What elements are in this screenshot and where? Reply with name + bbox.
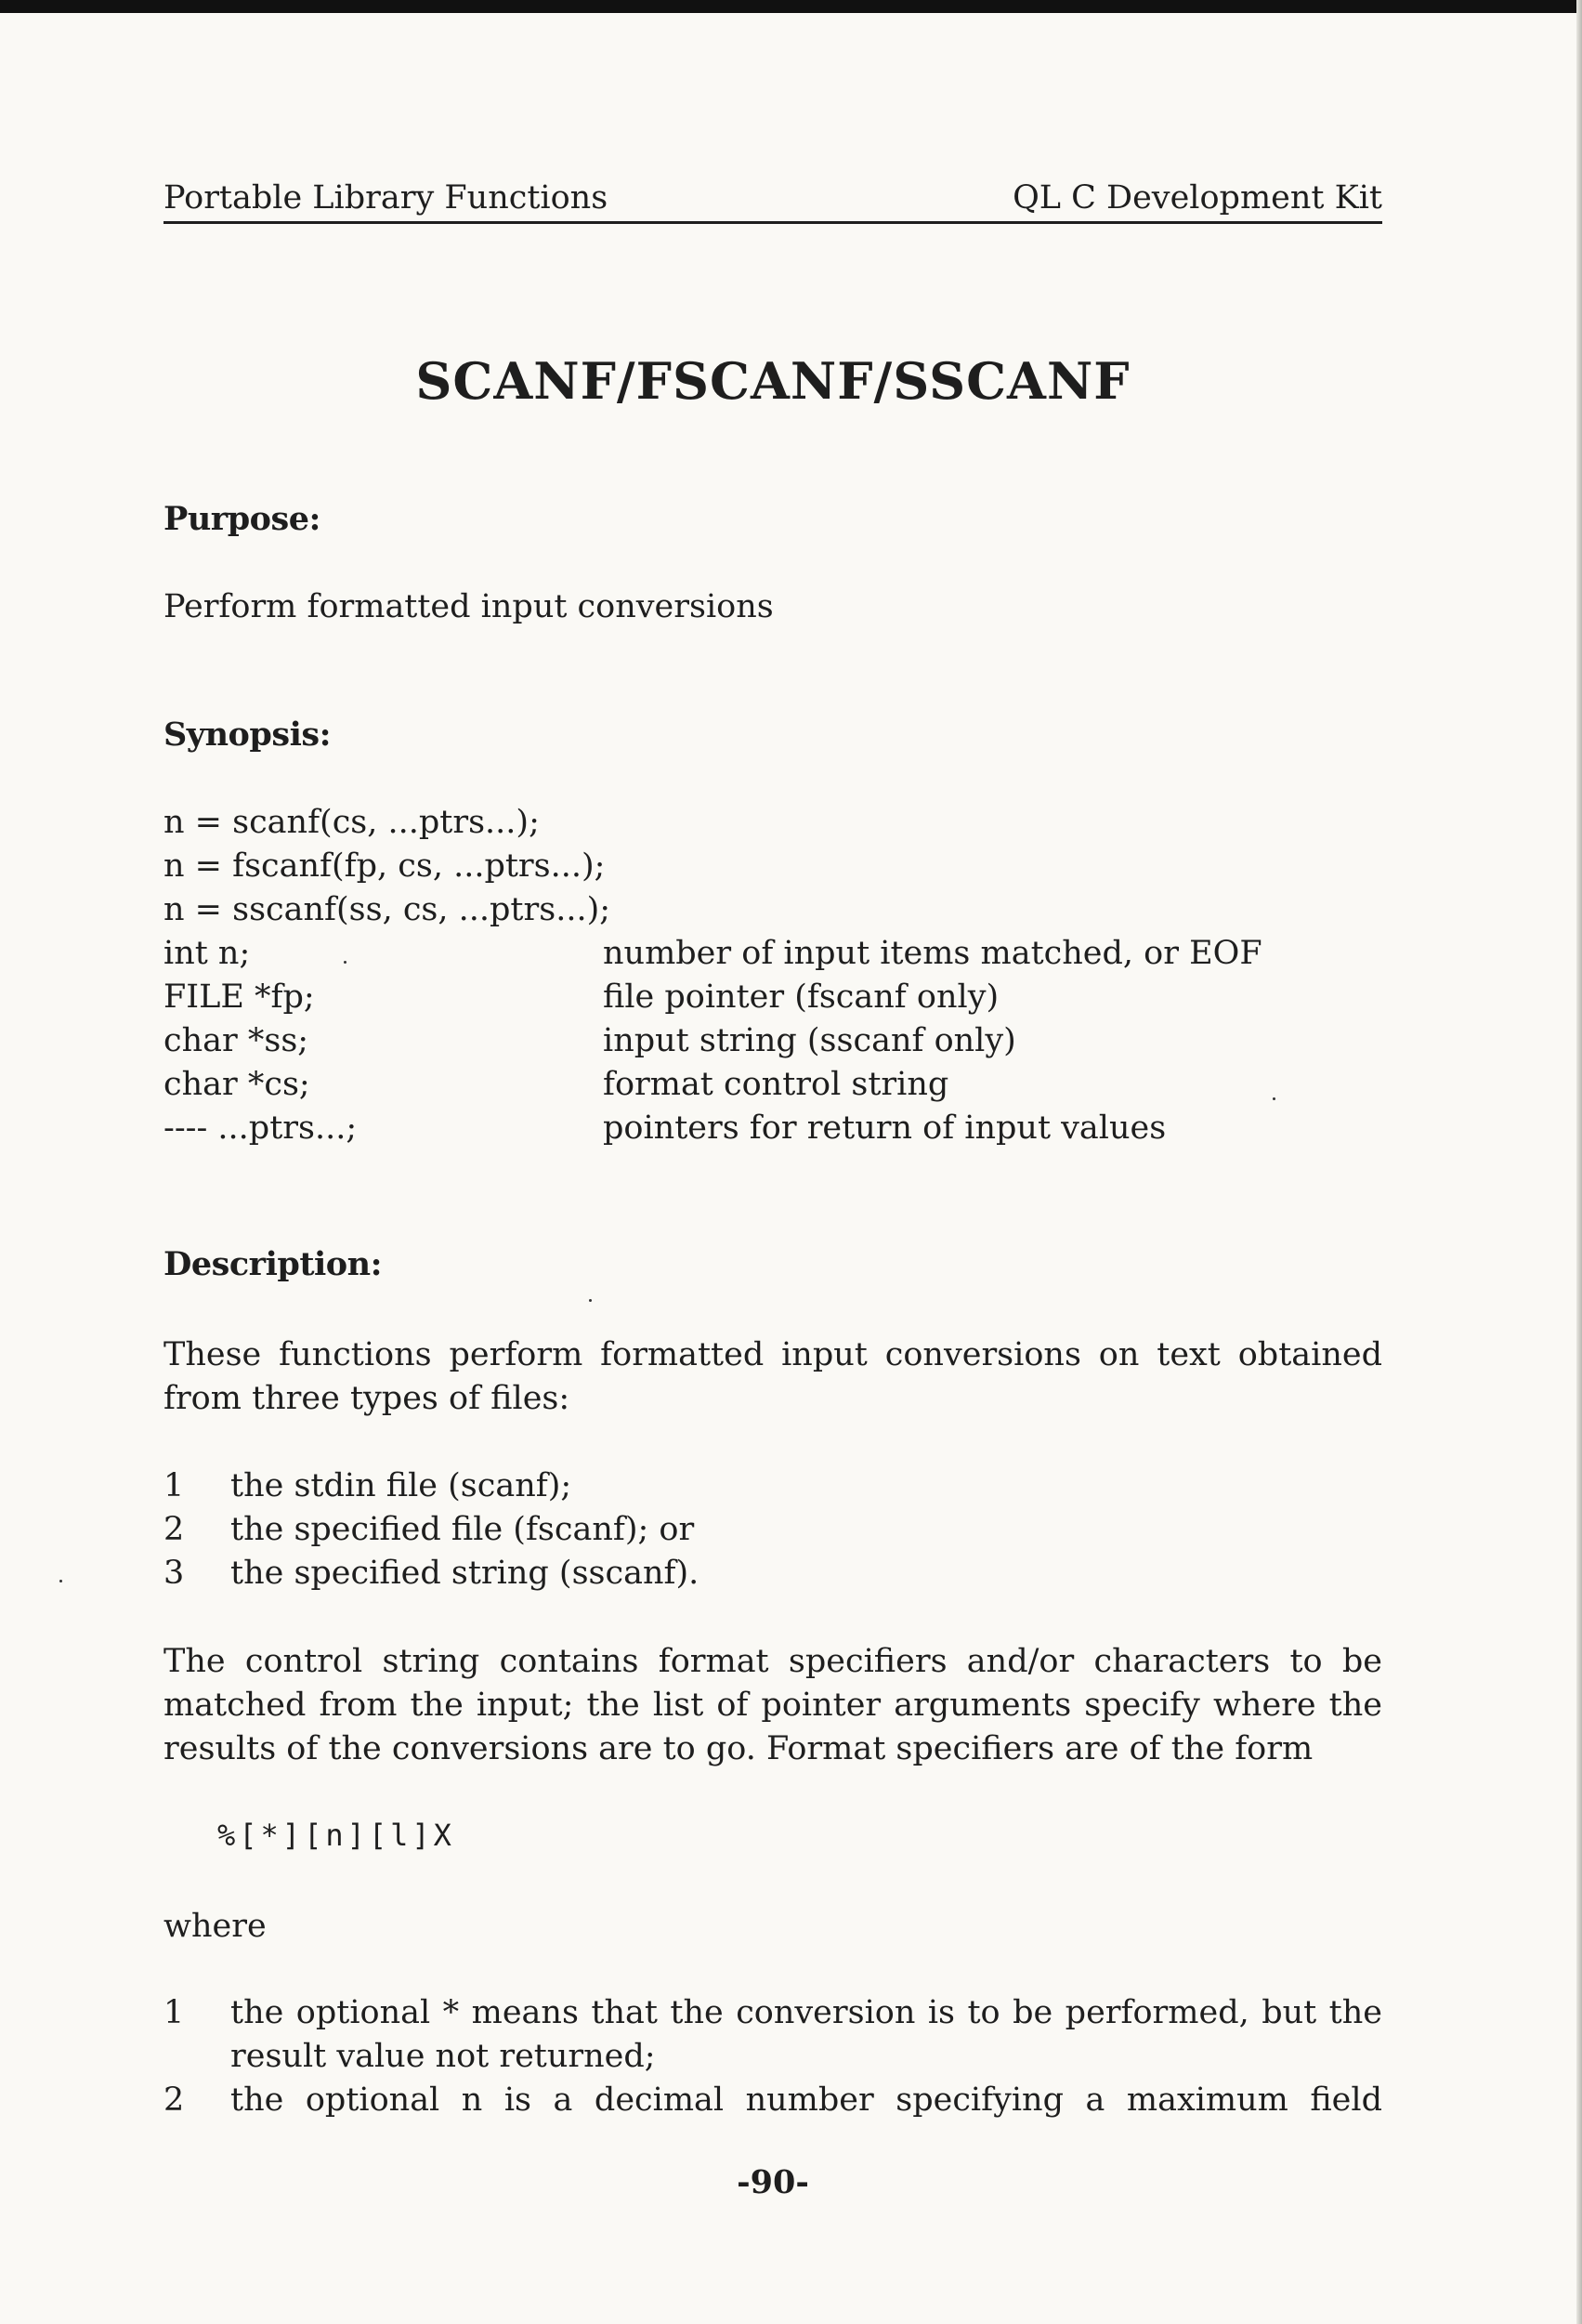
scan-speck [1273,1097,1275,1100]
header-left: Portable Library Functions [163,179,608,217]
call-text: n = scanf(cs, ...ptrs...); [163,804,540,841]
scan-top-edge [0,0,1582,13]
list-text: the optional * means that the conversion is to be performed, but the result value not returned; [230,1994,1382,2075]
list-text: the stdin file (scanf); [230,1467,572,1504]
list-text: the optional n is a decimal number specifying a maximum field [230,2081,1382,2119]
list-number: 2 [163,2081,185,2119]
control-string-paragraph: The control string contains format specifiers and/or characters to be matched from the input; the list of pointer arguments specify where the results of the conversions are to go. Format specifiers are of the form [163,1643,1382,1767]
list-number: 1 [163,1994,185,2031]
purpose-heading: Purpose: [163,500,320,538]
param-desc: format control string [603,1066,949,1103]
description-heading: Description: [163,1245,383,1283]
purpose-text: Perform formatted input conversions [163,588,774,625]
list-number: 1 [163,1467,185,1504]
scan-speck [344,961,346,964]
param-decl: ---- ...ptrs...; [163,1109,358,1147]
param-decl: char *ss; [163,1022,309,1059]
list-number: 2 [163,1511,185,1548]
list-text: the specified file (fscanf); or [230,1511,695,1548]
param-desc: number of input items matched, or EOF [603,935,1262,972]
synopsis-heading: Synopsis: [163,716,332,754]
scan-speck [589,1299,592,1302]
header-right: QL C Development Kit [1013,179,1382,217]
param-desc: file pointer (fscanf only) [603,978,1000,1016]
param-desc: pointers for return of input values [603,1109,1167,1147]
list-text: the specified string (sscanf). [230,1555,699,1592]
param-decl: FILE *fp; [163,978,315,1016]
param-decl: int n; [163,935,251,972]
scan-speck [59,1580,62,1582]
where-label: where [163,1908,267,1945]
scan-right-edge [1576,0,1582,2324]
page-number: -90- [737,2163,809,2201]
description-intro: These functions perform formatted input conversions on text obtained from three types of files: [163,1336,1382,1417]
param-desc: input string (sscanf only) [603,1022,1016,1059]
page-title: SCANF/FSCANF/SSCANF [415,351,1131,411]
call-text: n = fscanf(fp, cs, ...ptrs...); [163,847,606,885]
call-text: n = sscanf(ss, cs, ...ptrs...); [163,891,611,928]
param-decl: char *cs; [163,1066,310,1103]
format-spec: %[*][n][l]X [217,1818,455,1853]
running-header [163,175,1382,224]
list-number: 3 [163,1555,185,1592]
